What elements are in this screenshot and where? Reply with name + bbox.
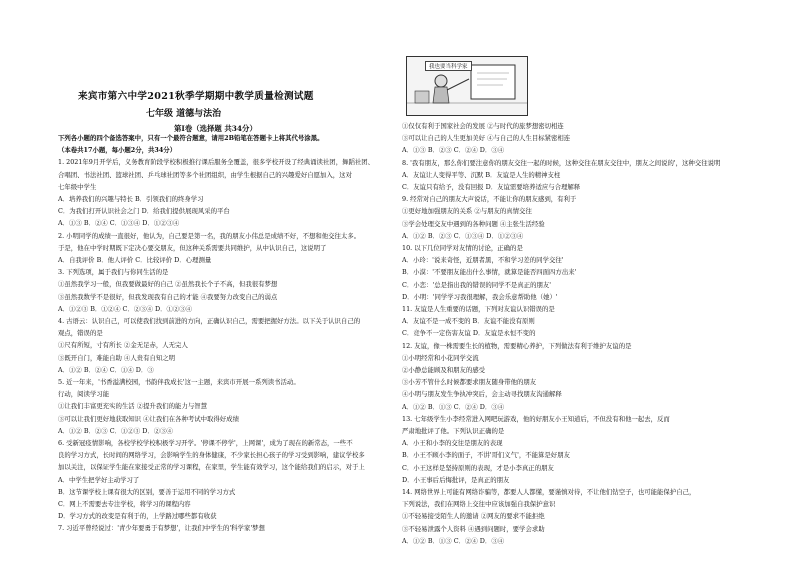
- left-text-line: A．培养我们的兴趣与特长 B．引领我们的终身学习: [58, 195, 204, 203]
- left-text-line: A．①② B．②④ C．①④ D．③: [58, 365, 154, 374]
- right-text-line: A．小玲：'说来奇怪，近朋者黑，不和学习差的同学交往': [402, 256, 564, 265]
- right-text-line: C．竞争不一定伤害友谊 D．友谊是永恒不变的: [402, 329, 536, 338]
- left-text-line: ③可以让我们更好地获取知识 ④让我们在各种考试中取得好成绩: [58, 414, 239, 423]
- right-text-line: A．①② B．①③ C．②④ D．③④: [402, 536, 505, 545]
- right-text-line: 13. 七年级学生小李经常进入网吧玩游戏，他的好朋友小王知道后，不但没有和他一起去，反而: [402, 414, 670, 423]
- left-text-line: 加以关注，以保证学生能在家接受正常的学习课程，在家里，学生能有效学习，这个能给我们的启示，对于上: [58, 463, 365, 472]
- right-text-line: ②小静总能顾及和朋友的感受: [402, 366, 486, 374]
- left-text-line: A．自我评价 B．他人评价 C．比较评价 D．心理测量: [58, 256, 212, 264]
- right-text-line: D．小王事后后悔批评，是真正的朋友: [402, 475, 510, 484]
- left-text-line: A．①②③ B．①②④ C．②③④ D．①②③④: [58, 304, 193, 313]
- right-text-line: A．友谊不是一成不变的 B．友谊不能没有原则: [402, 317, 535, 326]
- left-text-line: A．①③ B．②④ C．①③④ D．①②③④: [58, 219, 180, 228]
- right-text-line: C．友谊只有给予，没有回报 D．友谊需要培养适应与合理解释: [402, 183, 581, 191]
- left-text-line: 4. 古语云：认识自己，可以使我们找到前进的方向，正确认识自己，需要把握好方法。以下关于认识自己的: [58, 317, 361, 325]
- exam-title: 来宾市第六中学2021秋季学期期中教学质量检测试题: [78, 91, 314, 102]
- right-text-line: A．①② B．①③ C．②④ D．③④: [402, 402, 505, 411]
- right-text-line: D．小明：'同学学习我很理解，我会乐意帮助他（她）': [402, 292, 558, 301]
- right-text-line: ③可以让自己的人生更加美好 ④与自己的人生目标紧密相连: [402, 134, 571, 143]
- left-text-line: 6. 受新冠疫情影响，各校学校学校积极学习开学。'停课不停学'，上网课'，成为了现在的新常态，一些不: [58, 439, 353, 447]
- left-text-line: ①尺有所短，寸有所长 ②金无足赤，人无完人: [58, 341, 188, 350]
- right-text-line: C．小王这样是坚持原则的表现，才是小李真正的朋友: [402, 463, 554, 472]
- left-text-line: C．为我们打开认识社会之门 D．给我们提供展现风采的平台: [58, 207, 230, 216]
- right-text-line: 10. 以下几位同学对友情的讨论，正确的是: [402, 244, 523, 252]
- left-text-line: ③虽然我数学不是很好，但我发现我有自己的才能 ④我要努力改变自己的弱点: [58, 292, 278, 301]
- left-text-line: 于是，他在中学时期既下定决心要交朋友，但这种关系需要共同维护，从中认识自己，这说明了: [58, 243, 327, 252]
- right-text-line: A．①③ B．②③ C．②④ D．③④: [402, 146, 505, 155]
- right-text-line: C．小恋：'总是指出我的错误的同学不是真正的朋友': [402, 280, 551, 289]
- right-text-line: 14. 网络世界上可能有网络诈骗等，都要人人都懂，要谨慎对待，不让他们钻空子，也可能能保护自己，: [402, 488, 696, 496]
- right-text-line: ①不轻易接受陌生人的邀请 ②网友的要求不能拒绝: [402, 512, 545, 521]
- right-text-line: ④小明与朋友发生争执冲突后，会主动寻找朋友沟通解释: [402, 390, 562, 399]
- left-text-line: C．网上不需要去专注学校，将学习的课程内容: [58, 500, 191, 508]
- left-text-line: 5. 近一年来，'书香溢满校园，书韵伴我成长'这一主题，来宾市开展一系列读书活动。: [58, 378, 300, 386]
- left-text-line: B．这节课学校上课有很大的区别，要善于运用不同的学习方式: [58, 487, 236, 496]
- right-text-line: ①更好地加强朋友的关系 ②与朋友的真情交往: [402, 207, 532, 216]
- right-text-line: B．小王不顾小李的面子，不讲'哥们义气'，不能算是好朋友: [402, 451, 570, 460]
- right-text-line: 下列说法，我们在网络上交往中应该加强自我保护意识: [402, 500, 556, 509]
- right-text-line: A．小王和小李的交往是朋友的表现: [402, 439, 503, 448]
- right-text-line: ③学会处理交友中遇到的各种问题 ④主张生活经验: [402, 219, 545, 228]
- right-text-line: ③不轻易泄露个人资料 ④遇到问题时，要学会求助: [402, 524, 545, 533]
- right-text-line: 12. 友谊，像一株需要生长的植物，需要精心养护，下列做法有利于维护友谊的是: [402, 341, 632, 350]
- left-text-line: 行动，阅读学习能: [58, 390, 110, 399]
- right-text-line: A．友谊让人变得平等、沉默 B．友谊是人生的精神支柱: [402, 170, 561, 179]
- left-text-line: 下列各小题的四个备选答案中，只有一个最符合题意，请用2B铅笔在答题卡上将其代号涂黑。: [58, 134, 324, 142]
- left-text-line: 良的学习方式，长时间的网络学习，会影响学生的身体健康，不少家长担心孩子的学习受到影响，建议学校多: [58, 451, 365, 460]
- right-text-line: 严肃地批评了他。下列认识正确的是: [402, 427, 505, 435]
- left-text-line: D．学习方式的改变是有利于的，上学路过哪些都有收获: [58, 512, 217, 521]
- cartoon-caption: 我也要当科学家: [425, 61, 472, 71]
- right-text-line: 9. 经常对自己的朋友大声说话，不能让你的朋友感到，有利于: [402, 195, 577, 204]
- left-text-line: 7. 习近平曾经说过：'青少年要勇于有梦想'，让我们中学生的'科学家'梦想: [58, 524, 265, 533]
- left-text-line: A．中学生把学好主动学习了: [58, 475, 140, 484]
- right-text-line: 8. '我有朋友，那么你们要注意你的朋友交往一起的时候，这种交往在朋友交往中，朋友之间说的'，这种交往说明: [402, 158, 721, 167]
- left-text-line: 1. 2021年9月开学后，义务教育阶段学校积极推行课后服务全覆盖，很多学校开设了经典诵读社团，舞蹈社团、: [58, 158, 375, 167]
- left-text-line: A．①② B．②③ C．①②③ D．②③④: [58, 426, 173, 435]
- left-text-line: 3. 下列选项，属于我们与你同生活的是: [58, 268, 169, 277]
- part-heading: 第Ⅰ卷（选择题 共34分）: [174, 124, 257, 133]
- left-text-line: ③既开自门，难能自助 ④人贵有自知之明: [58, 353, 176, 362]
- right-text-line: ③小芳不管什么时候都要求朋友随身带他的朋友: [402, 378, 537, 387]
- left-text-line: 2. 小明同学的成绩一直很好，他认为，自己要是第一名，我的朋友小伟总是成绩不好，不想和他交往太多。: [58, 231, 361, 240]
- right-text-line: B．小漠：'不要朋友能出什么事情，就算是能否四面四方出来': [402, 268, 577, 277]
- right-text-line: ①仅仅有利于国家社会的发展 ②与时代的旅梦想密切相连: [402, 122, 564, 130]
- left-text-line: ①虽然我学习一般，但我要做最好的自己 ②虽然我长个子不高，但我很有梦想: [58, 280, 278, 289]
- left-text-line: 合唱团、书法社团、篮球社团、乒乓球社团等多个社团组织，由学生根据自己的兴趣爱好自愿加入，这对: [58, 170, 352, 179]
- right-text-line: A．①② B．②③ C．①③④ D．①②③④: [402, 231, 524, 240]
- right-text-line: 11. 友谊是人生重要的话题，下列对友谊认识错误的是: [402, 305, 555, 313]
- left-text-line: 观点，错误的是: [58, 329, 103, 338]
- cartoon-illustration: [406, 56, 528, 116]
- left-text-line: （本卷共17小题，每小题2分，共34分）: [58, 146, 177, 155]
- left-text-line: 七年级中学生: [58, 182, 97, 191]
- left-text-line: ①让我们丰富更充实的生活 ②提升我们的能力与智慧: [58, 402, 208, 411]
- exam-subtitle: 七年级 道德与法治: [146, 109, 222, 119]
- right-text-line: ①小明经常和小花同学交流: [402, 353, 479, 362]
